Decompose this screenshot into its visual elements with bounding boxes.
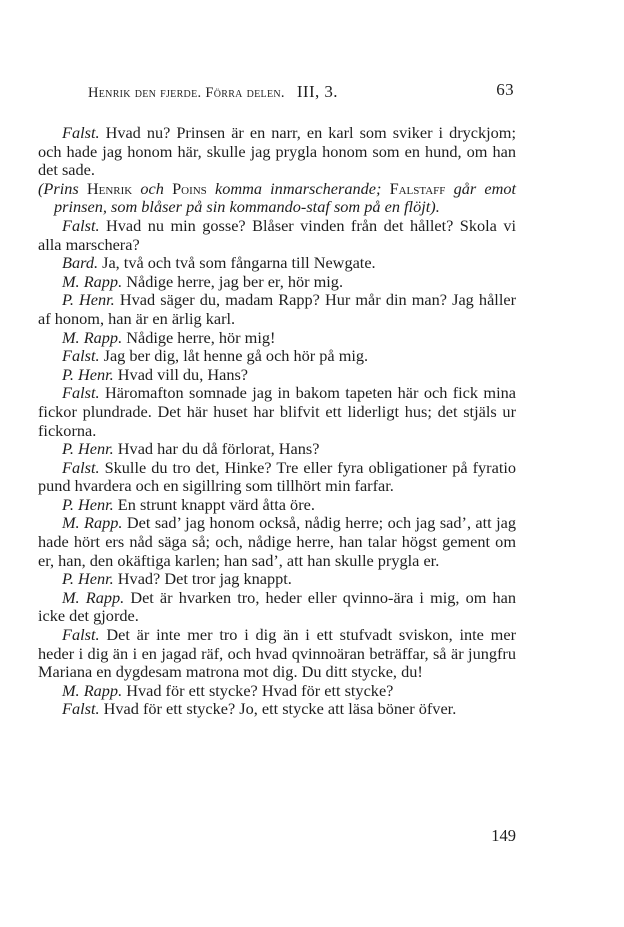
speech: Det är hvarken tro, heder eller qvinno-ära i mig, om han icke det gjorde. <box>38 587 517 626</box>
stage-text: komma inmarscherande; <box>206 178 390 198</box>
speech: Nådige herre, jag ber er, hör mig. <box>126 271 344 291</box>
page-number: 63 <box>496 80 514 99</box>
dialogue-line <box>38 254 516 273</box>
act-scene: III, 3. <box>296 82 338 101</box>
dialogue-line <box>38 459 516 496</box>
dialogue-line <box>38 682 516 701</box>
dialogue-line <box>38 384 516 440</box>
speaker-name: M. Rapp. <box>62 513 123 533</box>
dialogue-line <box>38 589 516 626</box>
speech: Hvad nu? Prinsen är en narr, en karl som sviker i dryckjom; och hade jag honom här, skulle jag prygla honom som en hund, om han det sade. <box>38 123 516 180</box>
dialogue-line <box>38 273 516 292</box>
dialogue-line <box>38 700 516 719</box>
dialogue-line <box>38 626 516 682</box>
speaker-name: Falst. <box>62 625 100 645</box>
character-name: Henrik <box>86 178 133 198</box>
speech: Hvad nu min gosse? Blåser vinden från det hållet? Skola vi alla marschera? <box>38 215 516 254</box>
dialogue-line <box>38 329 516 348</box>
signature-number: 149 <box>491 826 516 845</box>
speaker-name: Falst. <box>62 699 100 719</box>
stage-text: och <box>132 178 173 198</box>
dialogue-line <box>38 366 516 385</box>
speech: Hvad? Det tror jag knappt. <box>117 569 292 589</box>
stage-direction <box>38 180 516 217</box>
speaker-name: P. Henr. <box>62 569 114 589</box>
running-title: Henrik den fjerde. Förra delen. <box>88 85 285 101</box>
speaker-name: Falst. <box>62 123 100 142</box>
speech: Det är inte mer tro i dig än i ett stufvadt sviskon, inte mer heder i dig än i en jagad räf, och hvad qvinnoäran beträffar, så är jungfru Mariana en dygdesam matrona mot dig. Du ditt stycke, du! <box>38 625 516 682</box>
play-text <box>38 124 516 719</box>
character-name: Poins <box>172 178 207 198</box>
speech: Ja, två och två som fångarna till Newgate. <box>102 253 376 273</box>
speech: Jag ber dig, låt henne gå och hör på mig. <box>103 346 369 366</box>
stage-text: (Prins <box>38 178 87 198</box>
speech: Häromafton somnade jag in bakom tapeten här och fick mina fickor plundrade. Det här huset har blifvit ett liderligt hus; det stjäls ur fickorna. <box>38 383 516 440</box>
speaker-name: P. Henr. <box>62 364 114 384</box>
speaker-name: P. Henr. <box>62 290 115 310</box>
dialogue-line <box>38 217 516 254</box>
stage-text: går emot prinsen, som blåser på sin kommando-staf som på en flöjt). <box>54 178 517 217</box>
speech: Hvad för ett stycke? Hvad för ett stycke? <box>126 680 394 700</box>
speaker-name: Falst. <box>62 346 100 366</box>
dialogue-line <box>38 291 516 328</box>
speech: Skulle du tro det, Hinke? Tre eller fyra obligationer på fyratio pund hvardera och en sigillring som tillhört min farfar. <box>38 457 517 496</box>
speaker-name: P. Henr. <box>62 494 114 514</box>
speech: En strunt knappt värd åtta öre. <box>117 494 315 514</box>
dialogue-line <box>38 570 516 589</box>
dialogue-line <box>38 347 516 366</box>
running-header <box>88 82 514 102</box>
speaker-name: M. Rapp. <box>62 587 125 607</box>
dialogue-line <box>38 124 516 180</box>
speaker-name: M. Rapp. <box>62 327 123 347</box>
speaker-name: Falst. <box>62 215 100 235</box>
character-name: Falstaff <box>389 178 446 198</box>
dialogue-line <box>38 440 516 459</box>
speech: Hvad säger du, madam Rapp? Hur mår din man? Jag håller af honom, han är en ärlig karl. <box>38 290 516 328</box>
speech: Nådige herre, hör mig! <box>126 327 276 347</box>
speaker-name: Falst. <box>62 383 100 403</box>
dialogue-line <box>38 514 516 570</box>
speech: Hvad för ett stycke? Jo, ett stycke att läsa böner öfver. <box>103 699 457 719</box>
speaker-name: M. Rapp. <box>62 680 123 700</box>
speech: Hvad vill du, Hans? <box>117 364 249 384</box>
dialogue-line <box>38 496 516 515</box>
speech: Det sad’ jag honom också, nådig herre; och jag sad’, att jag hade hört ers nåd säga så; och, nådige herre, han talar högst gement om er, han, den okäftiga karlen; han sad’, att han skulle prygla er. <box>38 513 517 570</box>
speech: Hvad har du då förlorat, Hans? <box>117 439 320 459</box>
speaker-name: P. Henr. <box>62 439 114 459</box>
speaker-name: Bard. <box>62 253 99 273</box>
speaker-name: Falst. <box>62 457 100 477</box>
speaker-name: M. Rapp. <box>62 271 123 291</box>
